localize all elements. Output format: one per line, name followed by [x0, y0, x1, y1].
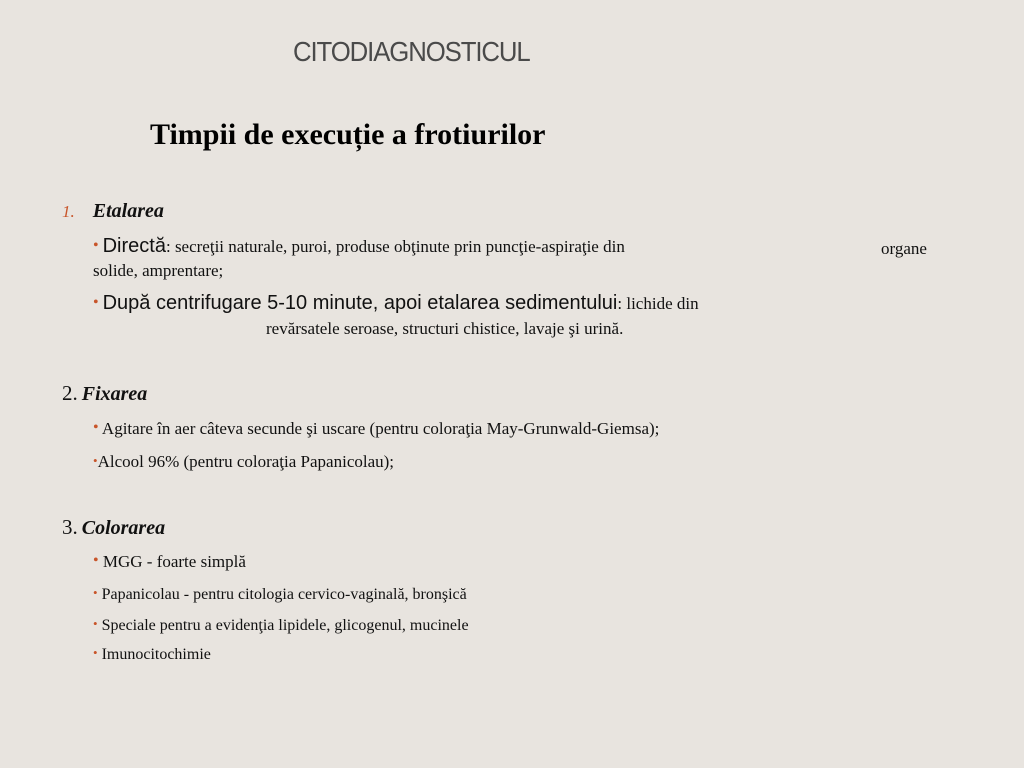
slide-subtitle: Timpii de execuție a frotiurilor — [150, 118, 546, 151]
list-item — [93, 646, 211, 664]
bullet-text: Papanicolau - pentru citologia cervico-vaginală, bronşică — [101, 586, 467, 603]
bullet-text-continued: organe — [881, 239, 927, 258]
list-item — [93, 586, 467, 604]
bullet-text: Alcool 96% (pentru coloraţia Papanicolau); — [97, 452, 395, 471]
list-item — [93, 552, 246, 572]
list-item — [93, 617, 469, 635]
list-item — [93, 235, 625, 258]
bullet-text: Imunocitochimie — [101, 646, 211, 663]
list-item — [93, 292, 699, 315]
bullet-icon: • — [93, 294, 99, 311]
section-heading: Fixarea — [81, 383, 148, 405]
bullet-lead: După centrifugare 5-10 minute, apoi etalarea sedimentului — [102, 292, 618, 314]
section-number: 3. — [62, 515, 78, 539]
bullet-icon: • — [93, 237, 99, 254]
bullet-icon: • — [93, 645, 98, 660]
section-1-header — [62, 200, 164, 223]
list-item — [93, 452, 394, 472]
bullet-text: Agitare în aer câteva secunde şi uscare (pentru coloraţia May-Grunwald-Giemsa); — [101, 419, 660, 438]
bullet-icon: • — [93, 419, 99, 436]
bullet-text: : lichide din — [617, 294, 699, 313]
slide-title: CITODIAGNOSTICUL — [293, 36, 530, 67]
section-heading: Etalarea — [92, 200, 164, 222]
bullet-icon: • — [93, 453, 98, 468]
bullet-icon: • — [93, 616, 98, 631]
bullet-text-line2: revărsatele seroase, structuri chistice, lavaje şi urină. — [266, 319, 624, 338]
bullet-lead: Directă — [102, 235, 166, 257]
bullet-icon: • — [93, 552, 99, 569]
section-heading: Colorarea — [81, 517, 166, 539]
bullet-icon: • — [93, 585, 98, 600]
bullet-text: MGG - foarte simplă — [102, 552, 246, 571]
list-item — [93, 419, 659, 439]
section-number: 2. — [62, 381, 78, 405]
bullet-text: : secreţii naturale, puroi, produse obţinute prin puncţie-aspiraţie din — [165, 237, 625, 256]
bullet-text: Speciale pentru a evidenţia lipidele, glicogenul, mucinele — [101, 617, 469, 634]
bullet-text-line2: solide, amprentare; — [93, 261, 224, 280]
section-3-header — [62, 515, 165, 540]
section-2-header — [62, 381, 147, 406]
section-number: 1. — [62, 202, 75, 221]
